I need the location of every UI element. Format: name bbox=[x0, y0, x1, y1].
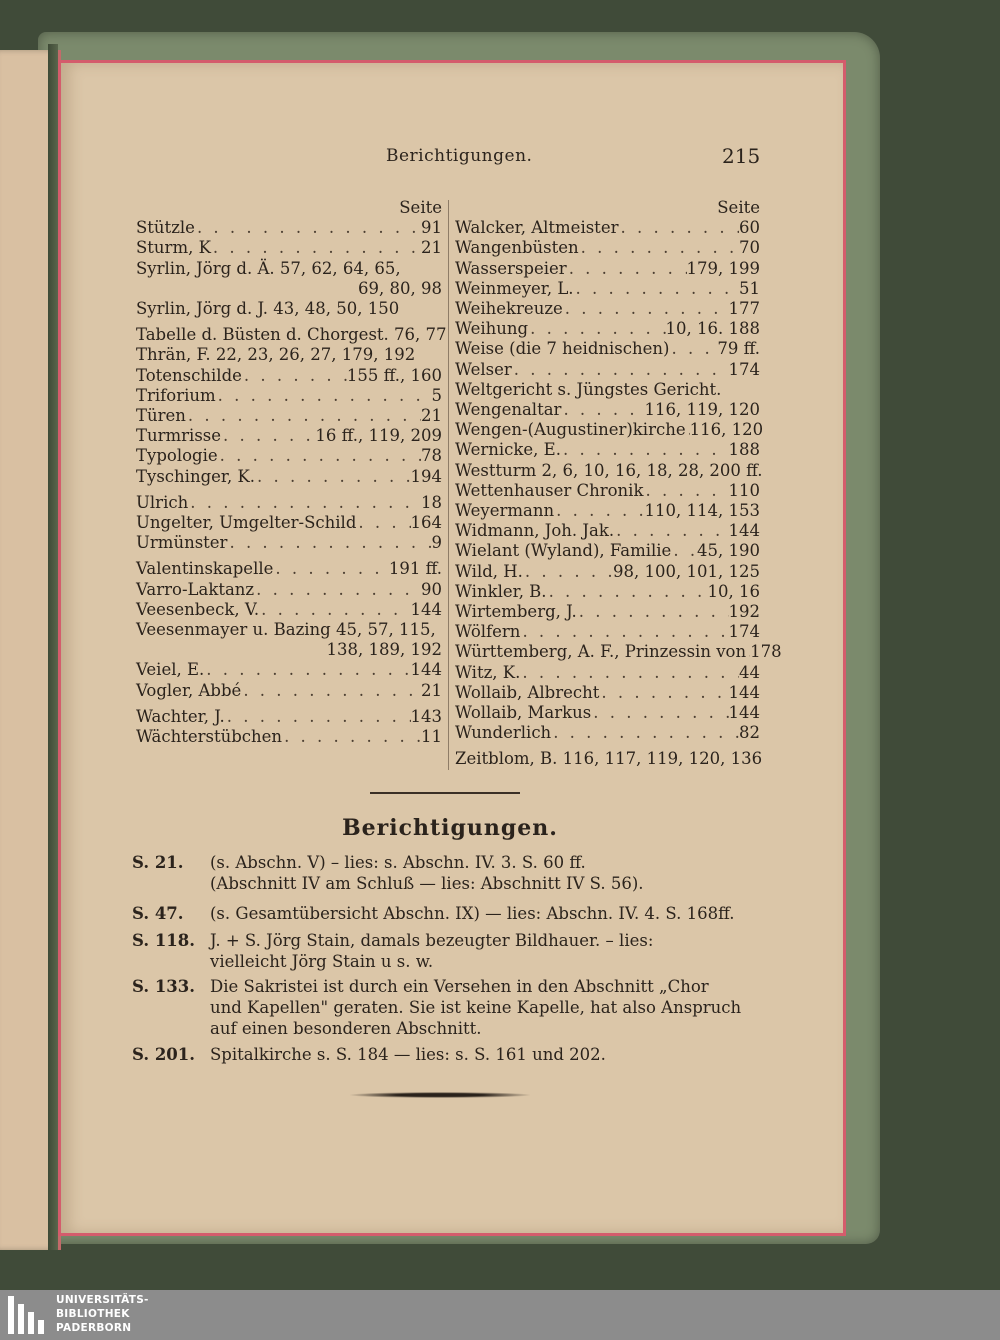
leader-dots bbox=[591, 703, 728, 723]
index-entry bbox=[136, 580, 442, 600]
correction-line: (Abschnitt IV am Schluß — lies: Abschnitt IV S. 56). bbox=[210, 874, 644, 893]
index-entry bbox=[136, 238, 442, 258]
leader-dots bbox=[528, 319, 665, 339]
index-entry bbox=[455, 501, 760, 521]
index-entry-pages: 192 bbox=[728, 602, 760, 622]
index-entry bbox=[136, 345, 442, 365]
index-entry-name: Zeitblom, B. 116, 117, 119, 120, 136 bbox=[455, 749, 763, 769]
index-entry bbox=[455, 400, 760, 420]
correction-text bbox=[210, 1044, 757, 1065]
index-entry-pages: 116, 119, 120 bbox=[644, 400, 760, 420]
index-entry-pages: 90 bbox=[421, 579, 442, 599]
index-entry-name: Wernicke, E. bbox=[455, 440, 561, 460]
index-entry-name: Wachter, J. bbox=[136, 706, 225, 726]
leader-dots bbox=[551, 723, 739, 743]
index-entry bbox=[455, 360, 760, 380]
index-entry-pages: 21 bbox=[421, 406, 442, 426]
logo-line-1: UNIVERSITÄTS- bbox=[56, 1294, 149, 1306]
leader-dots bbox=[195, 218, 421, 238]
index-entry bbox=[136, 386, 442, 406]
index-entry-pages: 155 ff., 160 bbox=[346, 365, 442, 385]
index-entry-pages: 188 bbox=[728, 440, 760, 460]
index-entry-pages: 98, 100, 101, 125 bbox=[613, 561, 760, 581]
leader-dots bbox=[273, 559, 388, 579]
correction-item bbox=[132, 903, 757, 924]
logo-line-2: BIBLIOTHEK bbox=[56, 1308, 130, 1320]
index-entry-pages: 178 bbox=[750, 642, 782, 662]
index-entry bbox=[455, 541, 760, 561]
index-entry-pages: 9 bbox=[431, 533, 442, 553]
index-entry-name: Syrlin, Jörg d. J. 43, 48, 50, 150 bbox=[136, 299, 400, 319]
index-entry-pages: 60 bbox=[739, 218, 760, 238]
leader-dots bbox=[356, 513, 410, 533]
correction-page-ref: S. 201. bbox=[132, 1045, 196, 1064]
index-entry-name: Veiel, E. bbox=[136, 660, 205, 680]
index-entry bbox=[136, 660, 442, 680]
index-entry-pages: 116, 120 bbox=[689, 420, 764, 440]
index-entry-name: Winkler, B. bbox=[455, 581, 547, 601]
correction-text bbox=[210, 852, 757, 894]
index-entry-name: Vogler, Abbé bbox=[136, 680, 242, 700]
leader-dots bbox=[221, 426, 315, 446]
index-entry bbox=[455, 481, 760, 501]
index-entry-name: Wengen-(Augustiner)kirche bbox=[455, 420, 686, 440]
index-entry-name: Urmünster bbox=[136, 533, 228, 553]
index-entry-name: Triforium bbox=[136, 385, 216, 405]
index-entry bbox=[136, 259, 442, 279]
index-entry-name: Witz, K. bbox=[455, 662, 521, 682]
correction-line: Spitalkirche s. S. 184 — lies: s. S. 161 und 202. bbox=[210, 1045, 606, 1064]
leader-dots bbox=[563, 299, 729, 319]
leader-dots bbox=[254, 580, 421, 600]
correction-text bbox=[210, 930, 757, 972]
index-entry-pages: 82 bbox=[739, 723, 760, 743]
index-entry bbox=[136, 707, 442, 727]
index-entry bbox=[455, 683, 760, 703]
index-entry-name: Tyschinger, K. bbox=[136, 466, 256, 486]
index-entry bbox=[455, 562, 760, 582]
index-entry-pages: 10, 16. 188 bbox=[665, 319, 760, 339]
leader-dots bbox=[204, 660, 410, 680]
index-entry-name: Ungelter, Umgelter-Schild bbox=[136, 513, 357, 533]
correction-item bbox=[132, 976, 757, 1039]
index-entry-name: Sturm, K bbox=[136, 238, 211, 258]
leader-dots bbox=[188, 493, 421, 513]
correction-item bbox=[132, 852, 757, 894]
index-entry-pages: 91 bbox=[421, 218, 442, 238]
index-entry-name: Wangenbüsten bbox=[455, 238, 579, 258]
left-entries bbox=[136, 218, 447, 747]
correction-text bbox=[210, 976, 757, 1039]
index-entry bbox=[455, 440, 760, 460]
index-entry bbox=[455, 663, 760, 683]
leader-dots bbox=[671, 541, 697, 561]
leader-dots bbox=[554, 501, 644, 521]
index-entry-pages: 79 ff. bbox=[717, 339, 760, 359]
index-entry-name: Weihung bbox=[455, 319, 529, 339]
index-entry-name: Westturm 2, 6, 10, 16, 18, 28, 200 ff. bbox=[455, 460, 763, 480]
index-entry-name: Wölfern bbox=[455, 622, 521, 642]
index-entry bbox=[455, 380, 760, 400]
column-header-seite: Seite bbox=[399, 198, 442, 217]
index-entry-pages: 143 bbox=[410, 706, 442, 726]
index-entry-pages: 174 bbox=[728, 622, 760, 642]
index-entry-pages: 10, 16 bbox=[707, 581, 760, 601]
correction-page-ref: S. 21. bbox=[132, 853, 184, 872]
correction-line: (s. Abschn. V) – lies: s. Abschn. IV. 3. S. 60 ff. bbox=[210, 853, 586, 872]
end-ornament bbox=[350, 1092, 530, 1098]
index-entry-pages: 110 bbox=[728, 480, 760, 500]
index-entry-pages: 144 bbox=[728, 521, 760, 541]
index-entry bbox=[136, 620, 442, 640]
leader-dots bbox=[227, 533, 431, 553]
index-column-left bbox=[136, 198, 447, 747]
index-entry-name: Veesenmayer u. Bazing 45, 57, 115, bbox=[136, 620, 436, 640]
index-entry bbox=[455, 279, 760, 299]
index-entry-name: Wild, H. bbox=[455, 561, 523, 581]
index-entry-name: Totenschilde bbox=[136, 365, 242, 385]
correction-line: Die Sakristei ist durch ein Versehen in den Abschnitt „Chor bbox=[210, 977, 709, 996]
leader-dots bbox=[523, 562, 613, 582]
index-entry-name: Wirtemberg, J. bbox=[455, 602, 577, 622]
index-entry-name: Turmrisse bbox=[136, 426, 222, 446]
index-entry bbox=[136, 325, 447, 345]
index-entry-name: Wengenaltar bbox=[455, 400, 562, 420]
leader-dots bbox=[282, 727, 421, 747]
index-entry bbox=[455, 642, 782, 662]
index-entry bbox=[136, 513, 442, 533]
index-entry-pages: 144 bbox=[410, 660, 442, 680]
index-entry-name: Wunderlich bbox=[455, 723, 552, 743]
index-entry-name: Wächterstübchen bbox=[136, 727, 283, 747]
leader-dots bbox=[218, 446, 421, 466]
index-entry bbox=[136, 426, 442, 446]
column-header-seite: Seite bbox=[717, 198, 760, 217]
running-head: Berichtigungen. bbox=[386, 146, 533, 166]
index-entry-pages: 18 bbox=[421, 492, 442, 512]
index-entry bbox=[136, 493, 442, 513]
index-entry-pages: 144 bbox=[410, 599, 442, 619]
section-rule bbox=[370, 792, 520, 794]
corrections-heading: Berichtigungen. bbox=[342, 815, 558, 841]
index-entry-pages: 44 bbox=[739, 662, 760, 682]
index-entry-name: Thrän, F. 22, 23, 26, 27, 179, 192 bbox=[136, 345, 416, 365]
index-entry bbox=[136, 681, 442, 701]
index-entry-name: Welser bbox=[455, 359, 512, 379]
footer-bar bbox=[0, 1290, 1000, 1340]
leader-dots bbox=[579, 238, 739, 258]
leader-dots bbox=[211, 238, 421, 258]
leader-dots bbox=[669, 339, 717, 359]
index-entry-pages: 21 bbox=[421, 238, 442, 258]
index-entry-name: Wollaib, Markus bbox=[455, 703, 592, 723]
index-entry-pages: 70 bbox=[739, 238, 760, 258]
index-entry-pages: 177 bbox=[728, 299, 760, 319]
index-entry bbox=[455, 259, 760, 279]
index-entry bbox=[136, 218, 442, 238]
index-entry-name: Weyermann bbox=[455, 501, 555, 521]
index-entry-name: Walcker, Altmeister bbox=[455, 218, 619, 238]
correction-page-ref: S. 133. bbox=[132, 977, 196, 996]
index-entry bbox=[455, 703, 760, 723]
index-entry-name: Veesenbeck, V. bbox=[136, 599, 260, 619]
correction-line: und Kapellen" geraten. Sie ist keine Kapelle, hat also Anspruch bbox=[210, 998, 742, 1017]
index-entry-name: Weihekreuze bbox=[455, 299, 563, 319]
correction-line: vielleicht Jörg Stain u s. w. bbox=[210, 952, 434, 971]
leader-dots bbox=[225, 707, 411, 727]
index-entry-pages: 144 bbox=[728, 682, 760, 702]
leader-dots bbox=[520, 622, 728, 642]
index-entry-name: Württemberg, A. F., Prinzessin von bbox=[455, 642, 747, 662]
column-divider bbox=[448, 200, 449, 770]
index-entry-pages: 45, 190 bbox=[697, 541, 760, 561]
book-gutter bbox=[48, 44, 58, 1250]
index-entry-pages: 164 bbox=[410, 513, 442, 533]
index-entry bbox=[455, 238, 760, 258]
correction-line: auf einen besonderen Abschnitt. bbox=[210, 1019, 482, 1038]
index-entry-name: Wielant (Wyland), Familie bbox=[455, 541, 672, 561]
correction-page-ref: S. 118. bbox=[132, 931, 196, 950]
index-column-right bbox=[455, 198, 782, 770]
index-entry-name: Weinmeyer, L. bbox=[455, 278, 574, 298]
leader-dots bbox=[643, 481, 728, 501]
index-entry-name: Varro-Laktanz bbox=[136, 579, 255, 599]
leader-dots bbox=[259, 600, 410, 620]
index-entry-pages: 191 ff. bbox=[388, 559, 442, 579]
leader-dots bbox=[561, 440, 729, 460]
index-entry-pages: 16 ff., 119, 209 bbox=[315, 426, 442, 446]
index-entry-name: Typologie bbox=[136, 446, 218, 466]
leader-dots bbox=[255, 467, 410, 487]
leader-dots bbox=[618, 218, 739, 238]
index-entry bbox=[455, 460, 763, 481]
library-logo-text bbox=[56, 1293, 149, 1335]
leader-dots bbox=[242, 366, 347, 386]
index-entry bbox=[136, 727, 442, 747]
index-entry-pages: 11 bbox=[421, 727, 442, 747]
leader-dots bbox=[567, 259, 687, 279]
index-entry-pages: 51 bbox=[739, 278, 760, 298]
logo-line-3: PADERBORN bbox=[56, 1322, 132, 1334]
index-entry bbox=[136, 446, 442, 466]
leader-dots bbox=[599, 683, 728, 703]
index-entry-pages: 194 bbox=[410, 466, 442, 486]
index-entry bbox=[455, 521, 760, 541]
correction-item bbox=[132, 930, 757, 972]
index-entry-name: Wollaib, Albrecht bbox=[455, 682, 600, 702]
index-entry bbox=[136, 406, 442, 426]
leader-dots bbox=[574, 279, 739, 299]
index-entry-pages: 179, 199 bbox=[686, 258, 760, 278]
leader-dots bbox=[614, 521, 728, 541]
index-entry-name: Ulrich bbox=[136, 492, 189, 512]
index-entry bbox=[136, 366, 442, 386]
index-entry-pages: 174 bbox=[728, 359, 760, 379]
correction-text bbox=[210, 903, 757, 924]
leader-dots bbox=[241, 681, 421, 701]
index-entry bbox=[455, 749, 763, 769]
index-entry bbox=[455, 319, 760, 339]
index-entry-name: Weise (die 7 heidnischen) bbox=[455, 339, 670, 359]
index-entry-name: Syrlin, Jörg d. Ä. 57, 62, 64, 65, bbox=[136, 258, 401, 278]
index-entry-name: Wasserspeier bbox=[455, 258, 567, 278]
leader-dots bbox=[547, 582, 708, 602]
index-entry bbox=[136, 467, 442, 487]
page-number: 215 bbox=[722, 144, 761, 168]
index-entry bbox=[455, 339, 760, 359]
index-entry bbox=[136, 299, 442, 319]
index-entry-pages: 110, 114, 153 bbox=[644, 501, 760, 521]
leader-dots bbox=[520, 663, 739, 683]
index-entry-name: Wettenhauser Chronik bbox=[455, 480, 644, 500]
index-entry-name: Türen bbox=[136, 406, 186, 426]
index-entry-continuation: 138, 189, 192 bbox=[326, 640, 442, 660]
correction-line: (s. Gesamtübersicht Abschn. IX) — lies: Abschn. IV. 4. S. 168ff. bbox=[210, 904, 735, 923]
index-entry-pages: 5 bbox=[431, 385, 442, 405]
leader-dots bbox=[512, 360, 729, 380]
index-entry-continuation: 69, 80, 98 bbox=[358, 278, 442, 298]
index-entry bbox=[136, 600, 442, 620]
index-entry-name: Widmann, Joh. Jak. bbox=[455, 521, 615, 541]
leader-dots bbox=[561, 400, 644, 420]
index-entry-name: Stützle bbox=[136, 218, 195, 238]
index-entry-name: Weltgericht s. Jüngstes Gericht. bbox=[455, 379, 722, 399]
correction-item bbox=[132, 1044, 757, 1065]
index-entry-name: Tabelle d. Büsten d. Chorgest. 76, 77 bbox=[136, 325, 447, 345]
index-entry bbox=[455, 420, 764, 440]
index-entry bbox=[455, 582, 760, 602]
leader-dots bbox=[577, 602, 729, 622]
leader-dots bbox=[216, 386, 432, 406]
index-entry-pages: 78 bbox=[421, 446, 442, 466]
index-entry bbox=[455, 218, 760, 238]
index-entry bbox=[136, 533, 442, 553]
index-entry-name: Valentinskapelle bbox=[136, 559, 274, 579]
index-entry-pages: 144 bbox=[728, 703, 760, 723]
library-logo-icon bbox=[8, 1296, 48, 1334]
correction-page-ref: S. 47. bbox=[132, 904, 184, 923]
index-entry bbox=[455, 602, 760, 622]
right-entries bbox=[455, 218, 782, 769]
index-entry bbox=[455, 723, 760, 743]
index-entry-pages: 21 bbox=[421, 680, 442, 700]
correction-line: J. + S. Jörg Stain, damals bezeugter Bildhauer. – lies: bbox=[210, 931, 654, 950]
index-entry bbox=[455, 622, 760, 642]
index-entry bbox=[455, 299, 760, 319]
leader-dots bbox=[186, 406, 421, 426]
index-entry bbox=[136, 559, 442, 579]
